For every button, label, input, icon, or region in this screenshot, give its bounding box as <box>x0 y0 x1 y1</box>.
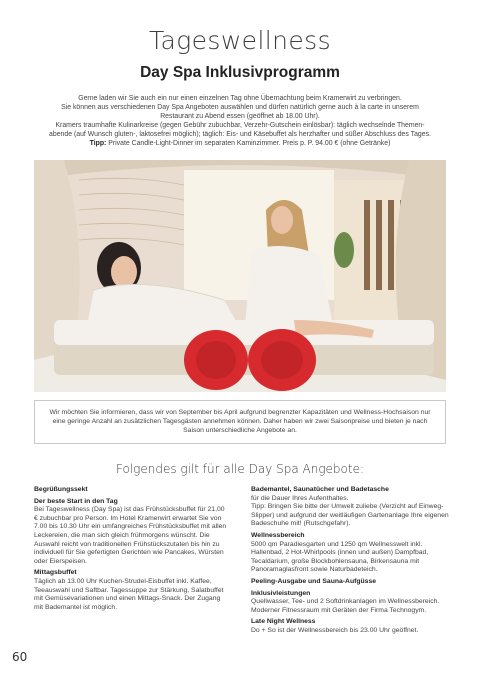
wellness-area-heading: Wellnessbereich <box>251 531 305 539</box>
intro-paragraph <box>34 95 446 148</box>
greeting-heading: Begrüßungssekt <box>34 486 88 493</box>
page-title: Tageswellness <box>148 26 332 55</box>
woman-right-face <box>271 206 293 234</box>
right-column <box>251 486 451 636</box>
robe-heading: Bademantel, Saunatücher und Badetasche <box>251 486 389 493</box>
late-night-text: Do + So ist der Wellnessbereich bis 23.00 Uhr geöffnet. <box>251 626 419 634</box>
page-subtitle: Day Spa Inklusivprogramm <box>140 64 340 81</box>
tip-text: Private Candle-Light-Dinner im separaten Kaminzimmer. Preis p. P. 94.00 € (ohne Getränke) <box>106 139 391 147</box>
breakfast-text: Bei Tageswellness (Day Spa) ist das Frühstücksbuffet für 21,00 € zubuchbar pro Person. Im Hotel Kramerwirt erwartet Sie von 7.00 bis 10.30 Uhr ein umfangreiches Frühstücksbuffet mit allen Leckereien, die man sich gleich frühmorgens wünscht. Die Auswahl reicht von traditionellen Frühstückszutaten bis hin zu individuell für Sie gefertigten Gerichten wie Pancakes, Würsten oder Eierspeisen. <box>34 506 227 565</box>
section-heading: Folgendes gilt für alle Day Spa Angebote: <box>116 462 364 476</box>
intro-tip <box>34 140 446 149</box>
plant <box>334 232 354 268</box>
inclusive-text: Quellwasser, Tee- und 2 Softdrinkanlagen im Wellnessbereich. <box>251 598 440 606</box>
intro-line: Kramers traumhafte Kulinarkreise (gegen Gebühr zubuchbar, Verzehr-Gutschein einlösbar): täglich wechselnde Themen- <box>55 121 425 129</box>
season-notice: Wir möchten Sie informieren, dass wir von September bis April aufgrund begrenzter Kapazitäten und Wellness-Hochsaison nur eine geringe Anzahl an zusätzlichen Tagesgästen annehmen können. Daher haben wir zwei Saisonpreise und bieten je nach Saison unterschiedliche Angebote an. <box>34 400 446 444</box>
lunch-heading: Mittagsbuffet <box>34 569 77 577</box>
inclusive-heading: Inklusivleistungen <box>251 589 311 597</box>
woman-left-face <box>111 256 137 288</box>
intro-line: Restaurant zu Abend essen (geöffnet ab 18.00 Uhr). <box>160 112 320 120</box>
wellness-area-text: 5000 qm Paradiesgarten und 1250 qm Wellnesswelt inkl. Hallenbad, 2 Hot-Whirlpools (innen und außen) Dampfbad, Tecaldarium, große Blockbohlensauna, Birkensauna mit Panoramaglasfront sowie Naturbadeteich. <box>251 540 429 574</box>
intro-line: Sie können aus verschiedenen Day Spa Angeboten auswählen und dürfen natürlich gerne auch à la carte in unserem <box>61 103 419 111</box>
late-night-heading: Late Night Wellness <box>251 618 316 626</box>
page-number: 60 <box>12 650 28 664</box>
lunch-text: Täglich ab 13.00 Uhr Kuchen-Strudel-Eisbuffet inkl. Kaffee, Teeauswahl und Saftbar. Tagessuppe zur Stärkung, Salatbuffet mit Gemüsevariationen und einen Mittags-Snack. Der Zugang mit Bademantel ist möglich. <box>34 577 224 611</box>
tip-label: Tipp: <box>89 139 107 147</box>
intro-line: Gerne laden wir Sie auch ein nur einen einzelnen Tag ohne Übernachtung beim Kramerwirt zu verbringen. <box>78 95 402 102</box>
breakfast-heading: Der beste Start in den Tag <box>34 497 118 505</box>
robe-tip: Tipp: Bringen Sie bitte der Umwelt zuliebe (Verzicht auf Einweg-Slipper) und aufgrund der weitläufigen Gartenanlage Ihre eigenen Badeschuhe mit! (Rutschgefahr). <box>251 503 449 528</box>
peeling-heading: Peeling-Ausgabe und Sauna-Aufgüsse <box>251 577 377 585</box>
spa-photo <box>34 160 446 392</box>
fitness-text: Moderner Fitnessraum mit Geräten der Firma Technogym. <box>251 606 427 614</box>
left-column <box>34 486 230 612</box>
intro-line: abende (auf Wunsch gluten-, laktosefrei möglich); täglich: Eis- und Käsebuffet als herzhafter und süßer Abschluss des Tages. <box>49 130 431 138</box>
robe-text: für die Dauer Ihres Aufenthaltes. <box>251 494 349 502</box>
